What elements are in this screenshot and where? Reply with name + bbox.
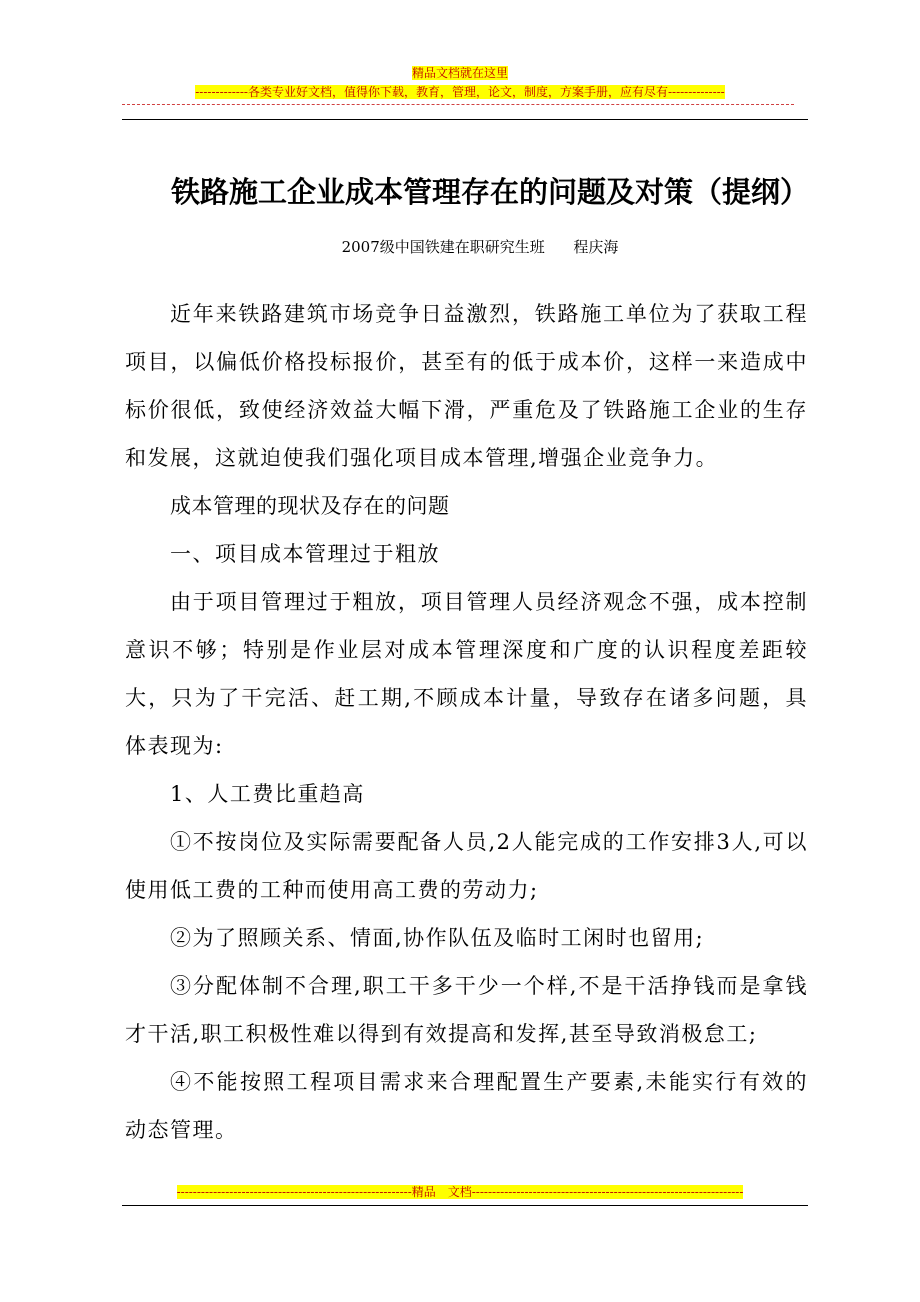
list-item: ①不按岗位及实际需要配备人员,2人能完成的工作安排3人,可以使用低工费的工种而使用高工费的劳动力; — [125, 830, 808, 902]
list-item: ③分配体制不合理,职工干多干少一个样,不是干活挣钱而是拿钱才干活,职工积极性难以得到有效提高和发挥,甚至导致消极怠工; — [125, 974, 808, 1046]
section-heading: 成本管理的现状及存在的问题 — [170, 494, 450, 518]
document-body — [125, 290, 808, 1154]
intro-paragraph: 近年来铁路建筑市场竞争日益激烈，铁路施工单位为了获取工程项目，以偏低价格投标报价，甚至有的低于成本价，这样一来造成中标价很低，致使经济效益大幅下滑，严重危及了铁路施工企业的生存和发展，这就迫使我们强化项目成本管理,增强企业竞争力。 — [125, 302, 808, 470]
body-paragraph: 由于项目管理过于粗放，项目管理人员经济观念不强，成本控制意识不够；特别是作业层对成本管理深度和广度的认识程度差距较大，只为了干完活、赶工期,不顾成本计量，导致存在诸多问题，具体表现为: — [125, 590, 808, 758]
header-rule — [122, 119, 808, 120]
footer-rule — [122, 1205, 808, 1206]
list-item: ④不能按照工程项目需求来合理配置生产要素,未能实行有效的动态管理。 — [125, 1070, 808, 1142]
list-item: ②为了照顾关系、情面,协作队伍及临时工闲时也留用; — [170, 926, 705, 950]
list-heading: 1、人工费比重趋高 — [170, 782, 365, 806]
header-banner-title-text: 精品文档就在这里 — [411, 66, 508, 80]
header-banner-title — [0, 66, 920, 81]
document-author: 2007级中国铁建在职研究生班 程庆海 — [341, 238, 619, 256]
header-banner-subtitle — [0, 85, 920, 100]
footer-banner — [0, 1185, 920, 1200]
header-dashed-divider — [122, 104, 794, 105]
subsection-heading: 一、项目成本管理过于粗放 — [170, 542, 440, 566]
footer-banner-text: ----------------------------------------------------------精品 文档------------------------------------------------------------------- — [176, 1185, 744, 1199]
document-title: 铁路施工企业成本管理存在的问题及对策（提纲） — [170, 175, 809, 209]
header-banner-subtitle-text: -------------各类专业好文档，值得你下载，教育，管理，论文，制度，方案手册，应有尽有-------------- — [195, 85, 725, 99]
